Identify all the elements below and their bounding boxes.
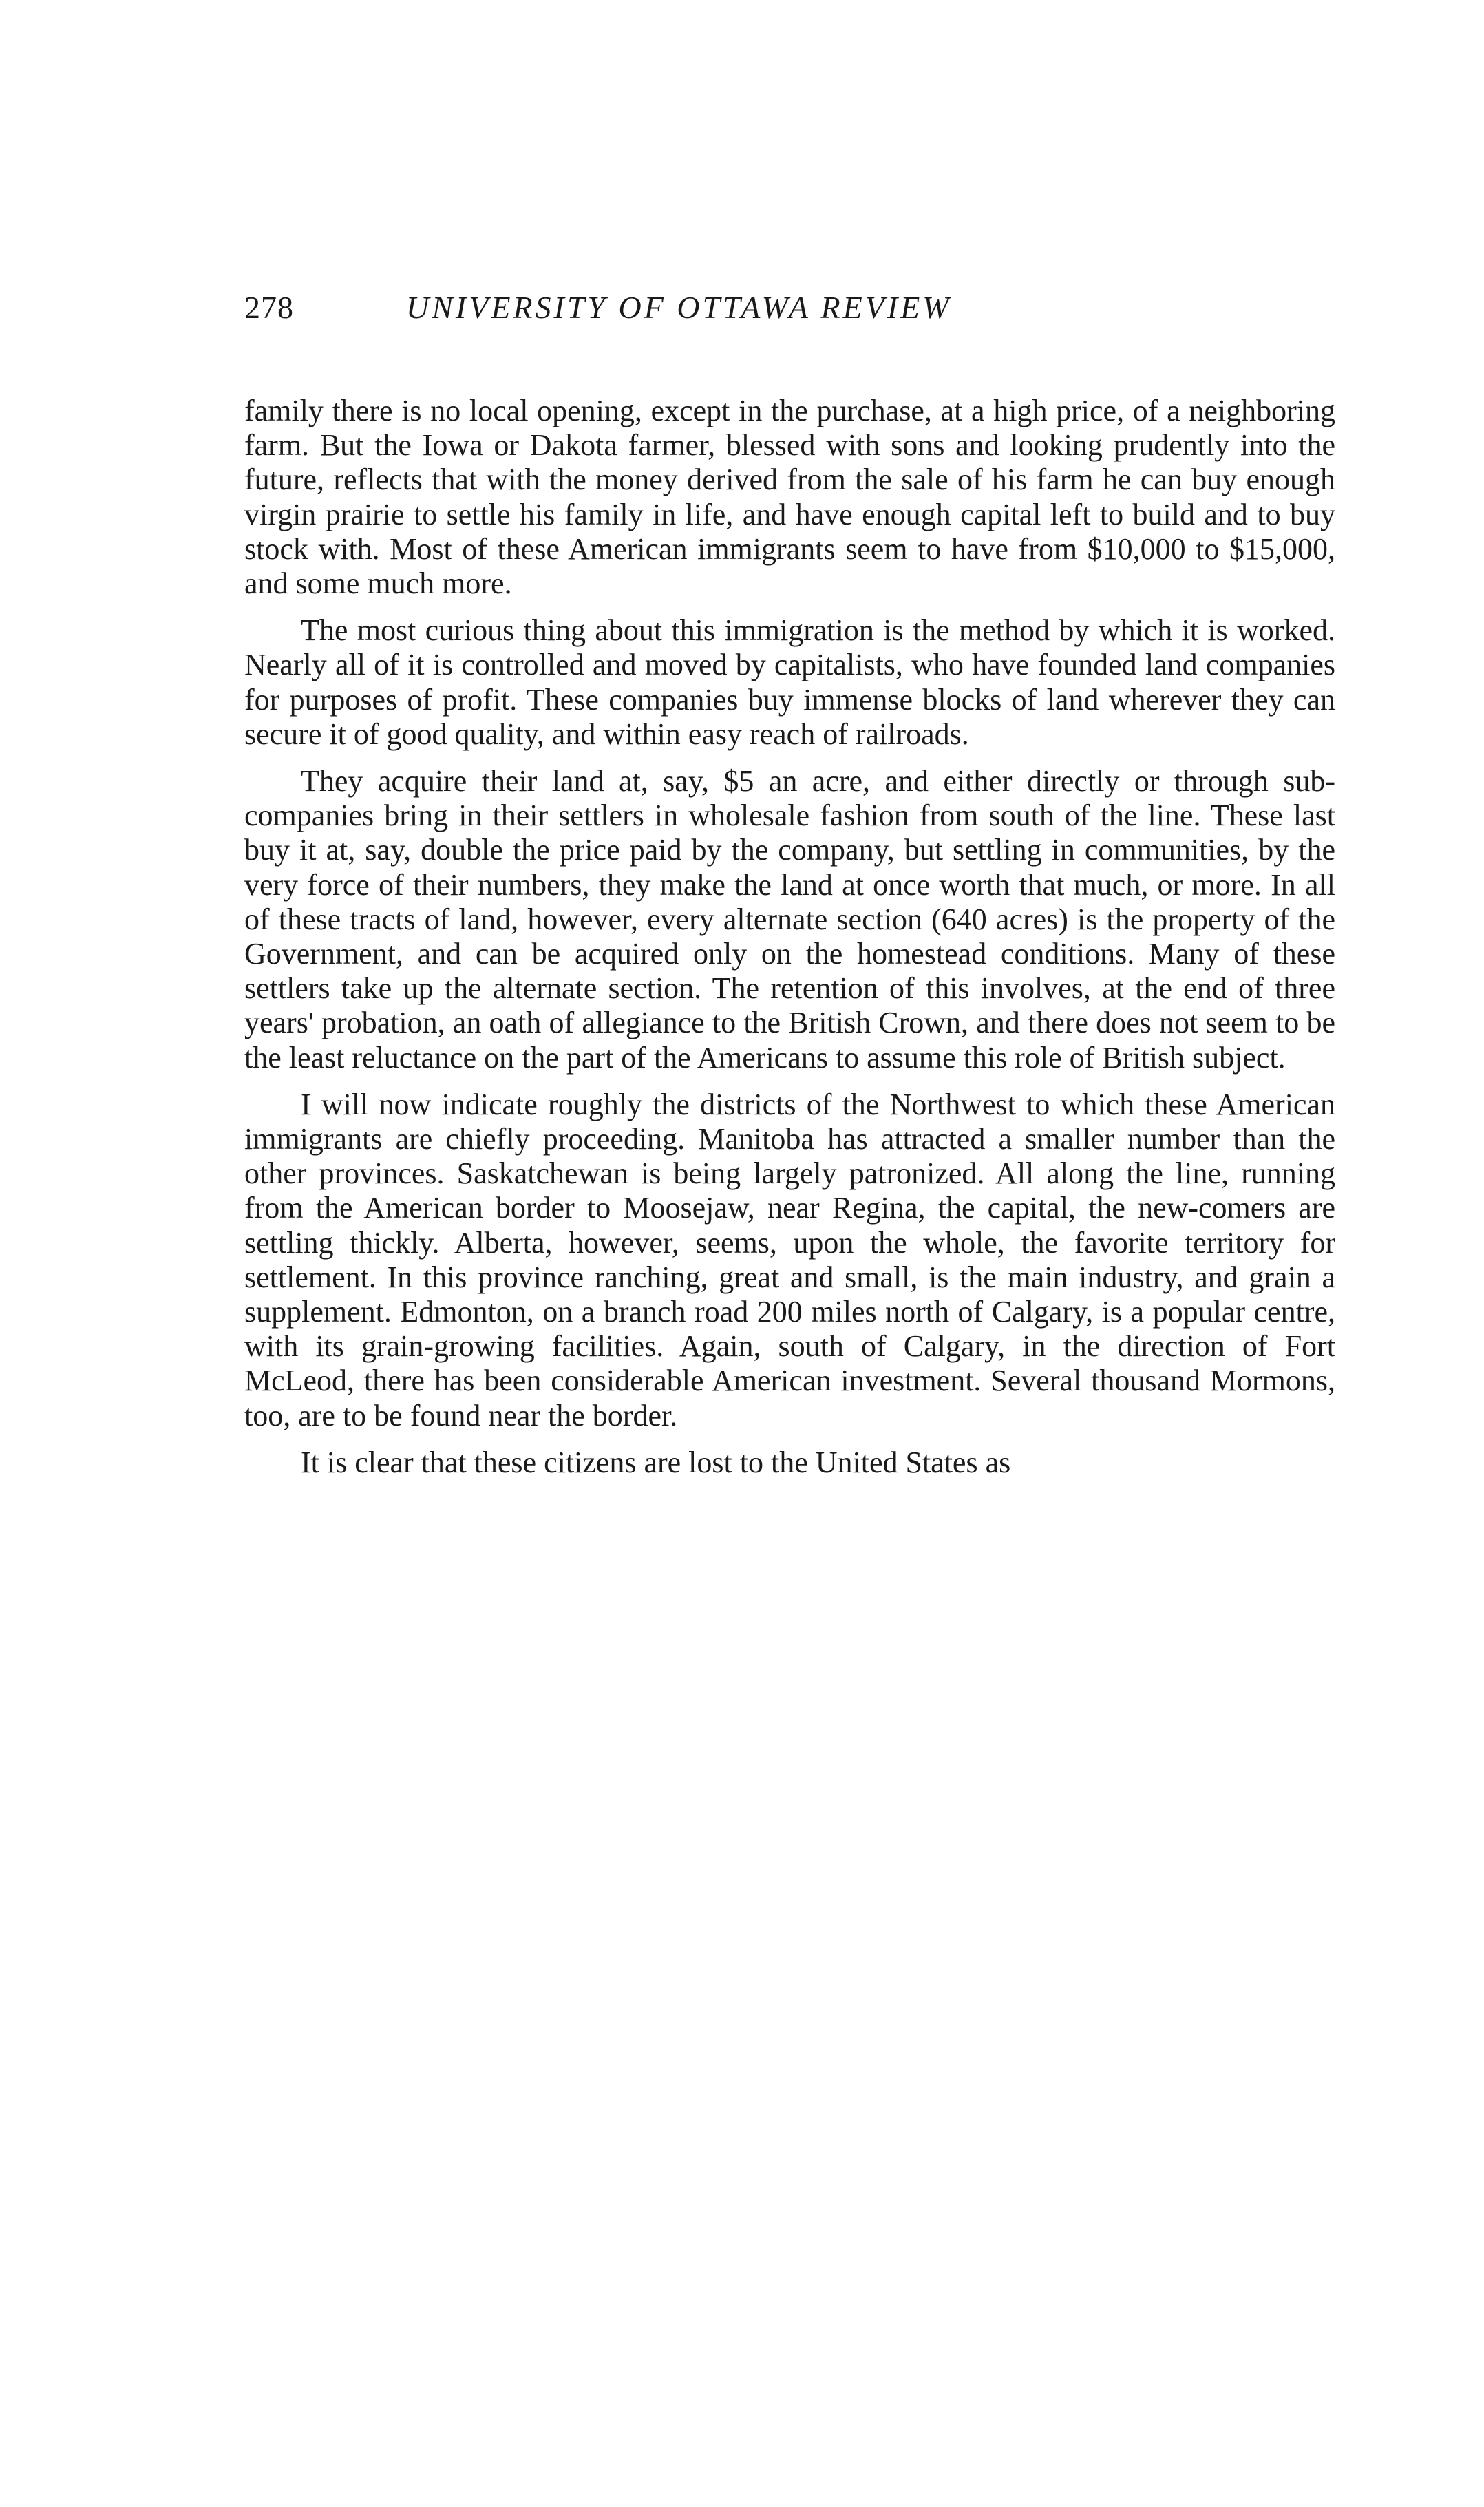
paragraph-3: They acquire their land at, say, $5 an acre, and either directly or through sub-companies bring in their settlers in wholesale fashion from south of the line. These last buy it at, say, double the price paid by the company, but settling in communities, by the very force of their numbers, they make the land at once worth that much, or more. In all of these tracts of land, however, every alternate section (640 acres) is the property of the Government, and can be acquired only on the homestead conditions. Many of these settlers take up the alternate section. The retention of this involves, at the end of three years' probation, an oath of allegiance to the British Crown, and there does not seem to be the least reluctance on the part of the Americans to assume this role of British subject. <box>244 764 1335 1075</box>
paragraph-5: It is clear that these citizens are lost to the United States as <box>301 1445 1011 1479</box>
journal-title: UNIVERSITY OF OTTAWA REVIEW <box>406 290 952 325</box>
paragraph-4: I will now indicate roughly the districts of the Northwest to which these American immigrants are chiefly proceeding. Manitoba has attracted a smaller number than the other provinces. Saskatchewan is being largely patronized. All along the line, running from the American border to Moosejaw, near Regina, the capital, the new-comers are settling thickly. Alberta, however, seems, upon the whole, the favorite territory for settlement. In this province ranching, great and small, is the main industry, and grain a supplement. Edmonton, on a branch road 200 miles north of Calgary, is a popular centre, with its grain-growing facilities. Again, south of Calgary, in the direction of Fort McLeod, there has been considerable American investment. Several thousand Mormons, too, are to be found near the border. <box>244 1087 1335 1432</box>
body-text <box>244 394 1335 1492</box>
running-head <box>244 289 1335 337</box>
paragraph-2: The most curious thing about this immigration is the method by which it is worked. Nearly all of it is controlled and moved by capitalists, who have founded land companies for purposes of profit. These companies buy immense blocks of land wherever they can secure it of good quality, and within easy reach of railroads. <box>244 613 1335 751</box>
paragraph-1: family there is no local opening, except in the purchase, at a high price, of a neighboring farm. But the Iowa or Dakota farmer, blessed with sons and looking prudently into the future, reflects that with the money derived from the sale of his farm he can buy enough virgin prairie to settle his family in life, and have enough capital left to build and to buy stock with. Most of these American immigrants seem to have from $10,000 to $15,000, and some much more. <box>244 394 1335 601</box>
page-number: 278 <box>244 290 294 325</box>
